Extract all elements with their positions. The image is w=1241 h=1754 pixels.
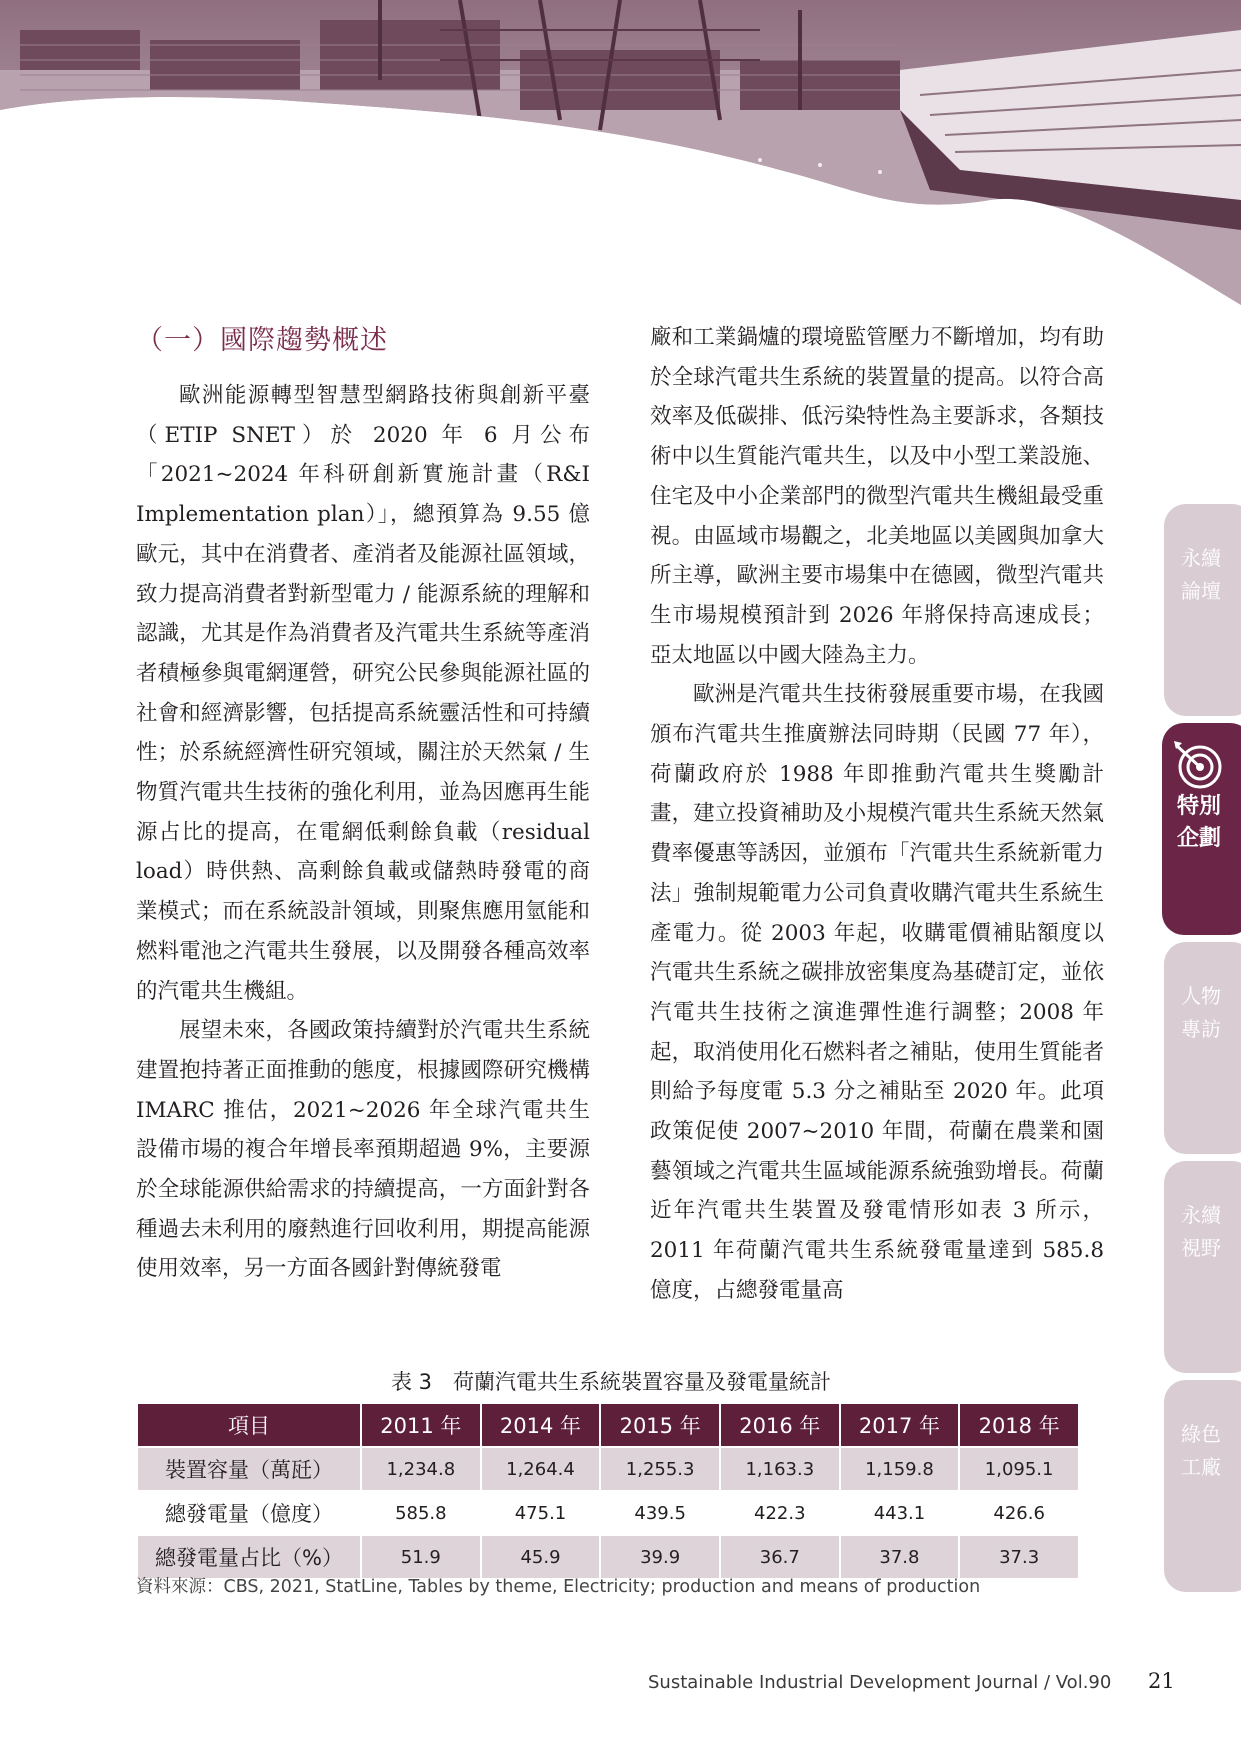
column-header: 項目	[137, 1403, 361, 1447]
table-cell: 1,159.8	[840, 1447, 960, 1491]
column-header: 2018 年	[959, 1403, 1079, 1447]
right-text-column	[650, 318, 1104, 1311]
harbor-banner-image	[0, 0, 1241, 310]
journal-footer: Sustainable Industrial Development Journal / Vol.90	[648, 1672, 1112, 1693]
table-cell: 1,234.8	[361, 1447, 481, 1491]
table-cell: 585.8	[361, 1491, 481, 1535]
column-header: 2016 年	[720, 1403, 840, 1447]
side-tab-sustainability-vision[interactable]	[1164, 1161, 1241, 1373]
table-cell: 37.8	[840, 1535, 960, 1579]
side-tab-label: 綠色工廠	[1181, 1422, 1221, 1479]
section-heading: （一）國際趨勢概述	[136, 325, 388, 356]
table-row	[137, 1491, 1079, 1535]
table-cell: 426.6	[959, 1491, 1079, 1535]
paragraph: 廠和工業鍋爐的環境監管壓力不斷增加，均有助於全球汽電共生系統的裝置量的提高。以符合高效率及低碳排、低污染特性為主要訴求，各類技術中以生質能汽電共生，以及中小型工業設施、住宅及中小企業部門的微型汽電共生機組最受重視。由區域市場觀之，北美地區以美國與加拿大所主導，歐洲主要市場集中在德國，微型汽電共生市場規模預計到 2026 年將保持高速成長；亞太地區以中國大陸為主力。	[650, 325, 1104, 668]
paragraph: 歐洲是汽電共生技術發展重要市場，在我國頒布汽電共生推廣辦法同時期（民國 77 年），荷蘭政府於 1988 年即推動汽電共生獎勵計畫，建立投資補助及小規模汽電共生系統天然氣費率優惠等誘因，並頒布「汽電共生系統新電力法」強制規範電力公司負責收購汽電共生系統生產電力。從 2003 年起，收購電價補貼額度以汽電共生系統之碳排放密集度為基礎訂定，並依汽電共生技術之演進彈性進行調整；2008 年起，取消使用化石燃料者之補貼，使用生質能者則給予每度電 5.3 分之補貼至 2020 年。此項政策促使 2007~2010 年間，荷蘭在農業和園藝領域之汽電共生區域能源系統強勁增長。荷蘭近年汽電共生裝置及發電情形如表 3 所示，2011 年荷蘭汽電共生系統發電量達到 585.8 億度，占總發電量高	[650, 682, 1104, 1303]
side-tab-label: 人物專訪	[1181, 984, 1221, 1041]
table-caption: 表 3 荷蘭汽電共生系統裝置容量及發電量統計	[390, 1370, 832, 1394]
side-tab-label: 永續視野	[1181, 1203, 1221, 1260]
table-cell: 37.3	[959, 1535, 1079, 1579]
side-tab-special-feature[interactable]	[1162, 723, 1241, 935]
side-tab-interviews[interactable]	[1164, 942, 1241, 1154]
side-tab-label: 特別企劃	[1176, 794, 1221, 851]
table-cell: 36.7	[720, 1535, 840, 1579]
column-header: 2014 年	[481, 1403, 601, 1447]
target-arrow-icon	[1172, 739, 1224, 791]
table-source-note: 資料來源：CBS, 2021, StatLine, Tables by theme, Electricity; production and means of production	[136, 1577, 981, 1597]
side-tab-sustainability-forum[interactable]	[1164, 504, 1241, 716]
table-cell: 1,264.4	[481, 1447, 601, 1491]
table-cell: 45.9	[481, 1535, 601, 1579]
table-cell: 39.9	[600, 1535, 720, 1579]
table-cell: 1,163.3	[720, 1447, 840, 1491]
table-cell: 51.9	[361, 1535, 481, 1579]
table-cell: 475.1	[481, 1491, 601, 1535]
table-row	[137, 1447, 1079, 1491]
paragraph: 歐洲能源轉型智慧型網路技術與創新平臺（ETIP SNET）於 2020 年 6 月公布「2021~2024 年科研創新實施計畫（R&I Implementation plan）」，總預算為 9.55 億歐元，其中在消費者、產消者及能源社區領域，致力提高消費者對新型電力 / 能源系統的理解和認識，尤其是作為消費者及汽電共生系統等產消者積極參與電網運營，研究公民參與能源社區的社會和經濟影響，包括提高系統靈活性和可持續性；於系統經濟性研究領域，關注於天然氣 / 生物質汽電共生技術的強化利用，並為因應再生能源占比的提高，在電網低剩餘負載（residual load）時供熱、高剩餘負載或儲熱時發電的商業模式；而在系統設計領域，則聚焦應用氫能和燃料電池之汽電共生發展，以及開發各種高效率的汽電共生機組。	[136, 383, 590, 1004]
column-header: 2015 年	[600, 1403, 720, 1447]
row-label: 總發電量占比（%）	[137, 1535, 361, 1579]
left-text-column	[136, 376, 590, 1289]
column-header: 2011 年	[361, 1403, 481, 1447]
statistics-table	[136, 1402, 1080, 1580]
table-cell: 443.1	[840, 1491, 960, 1535]
table-header-row	[137, 1403, 1079, 1447]
row-label: 總發電量（億度）	[137, 1491, 361, 1535]
column-header: 2017 年	[840, 1403, 960, 1447]
page-number: 21	[1148, 1669, 1175, 1693]
table-cell: 1,095.1	[959, 1447, 1079, 1491]
table-cell: 439.5	[600, 1491, 720, 1535]
row-label: 裝置容量（萬瓩）	[137, 1447, 361, 1491]
table-cell: 1,255.3	[600, 1447, 720, 1491]
table-cell: 422.3	[720, 1491, 840, 1535]
side-tab-green-factory[interactable]	[1164, 1380, 1241, 1592]
side-tab-label: 永續論壇	[1181, 546, 1221, 603]
paragraph: 展望未來，各國政策持續對於汽電共生系統建置抱持著正面推動的態度，根據國際研究機構 IMARC 推估，2021~2026 年全球汽電共生設備市場的複合年增長率預期超過 9%，主要源於全球能源供給需求的持續提高，一方面針對各種過去未利用的廢熱進行回收利用，期提高能源使用效率，另一方面各國針對傳統發電	[136, 1018, 590, 1282]
